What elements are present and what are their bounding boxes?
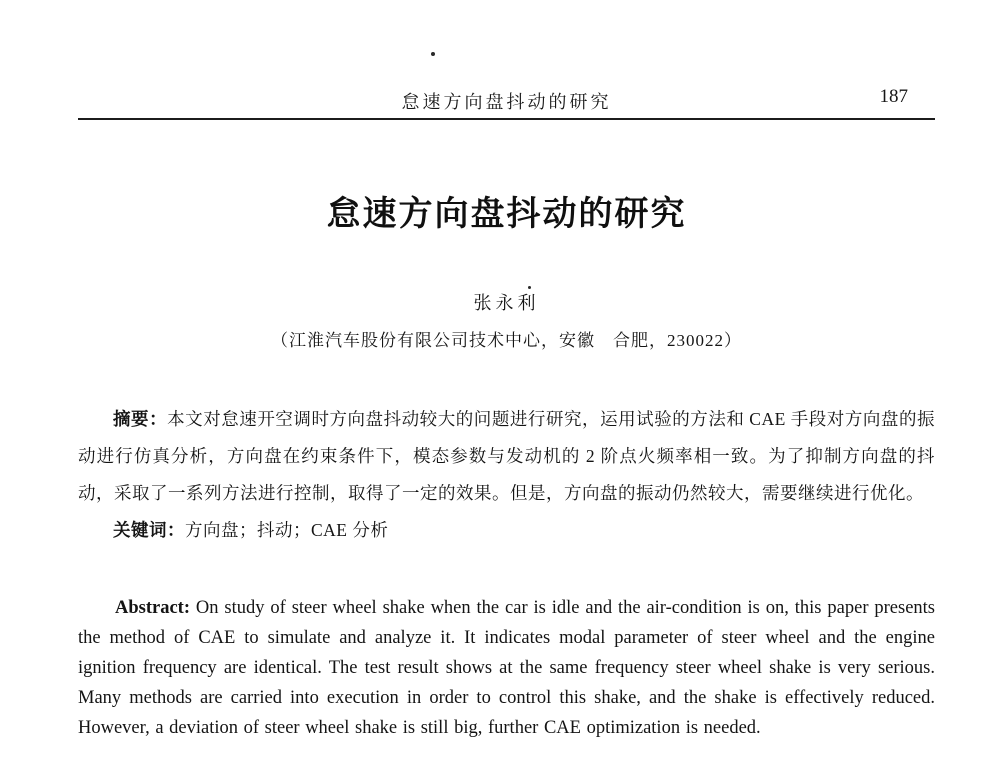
abstract-english-text: On study of steer wheel shake when the car is idle and the air-condition is on, this paper presents the method of CAE to simulate and analyze it. It indicates modal parameter of steer wheel and the engine ignition frequency are identical. The test result shows at the same frequency steer wheel shake is very serious. Many methods are carried into execution in order to control this shake, and the shake is effectively reduced. However, a deviation of steer wheel shake is still big, further CAE optimization is needed. — [78, 598, 935, 738]
abstract-english — [78, 593, 935, 743]
article-title: 怠速方向盘抖动的研究 — [326, 196, 687, 233]
keywords-chinese — [78, 512, 935, 549]
page-number: 187 — [879, 86, 908, 107]
scan-speck — [431, 52, 435, 56]
abstract-chinese — [78, 401, 935, 512]
abstract-chinese-label: 摘要： — [113, 409, 168, 429]
keywords-chinese-label: 关键词： — [113, 520, 185, 540]
abstract-chinese-text: 本文对怠速开空调时方向盘抖动较大的问题进行研究，运用试验的方法和 CAE 手段对方向盘的振动进行仿真分析，方向盘在约束条件下，模态参数与发动机的 2 阶点火频率相一致。为了抑制方向盘的抖动，采取了一系列方法进行控制，取得了一定的效果。但是，方向盘的振动仍然较大，需要继续进行优化。 — [78, 409, 936, 503]
author-name: 张永利 — [473, 293, 540, 313]
keywords-chinese-text: 方向盘；抖动；CAE 分析 — [185, 520, 389, 540]
running-header-title: 怠速方向盘抖动的研究 — [401, 92, 612, 112]
abstract-english-label: Abstract: — [115, 598, 191, 618]
running-header — [78, 86, 935, 120]
author-affiliation: （江淮汽车股份有限公司技术中心，安徽 合肥，230022） — [271, 331, 742, 350]
page-content — [0, 86, 1000, 743]
